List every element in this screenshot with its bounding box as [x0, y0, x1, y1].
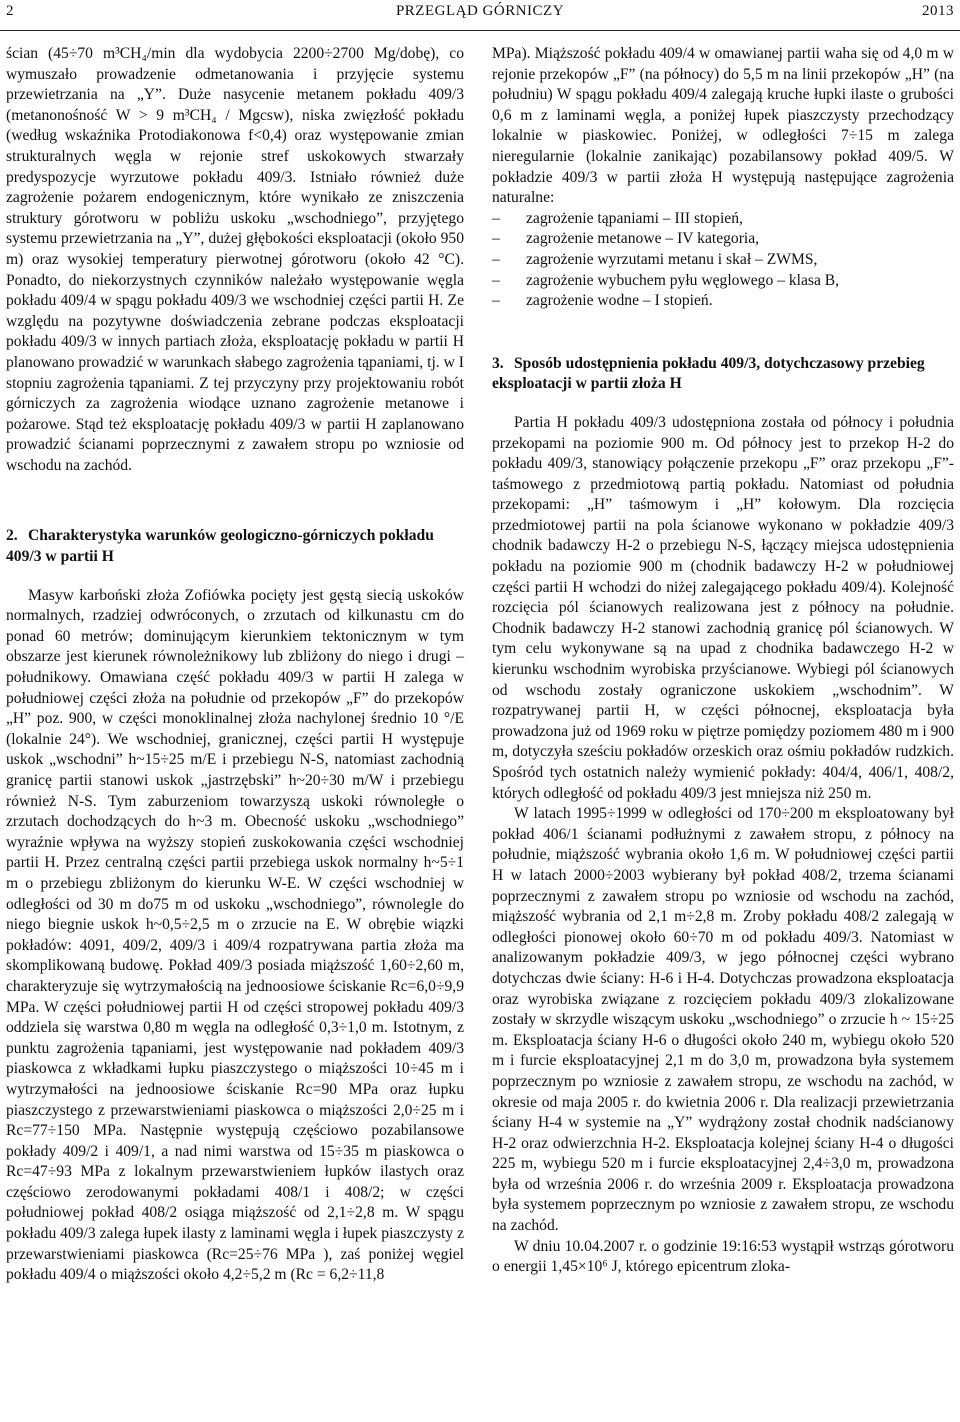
section-2-heading: [6, 526, 464, 567]
header-rule: [0, 30, 960, 31]
heading-gap: [6, 568, 464, 586]
section-gap: [6, 476, 464, 526]
section-3-number: 3.: [492, 354, 504, 372]
section-2-title: Charakterystyka warunków geologiczno-górniczych pokładu 409/3 w partii H: [6, 527, 434, 566]
running-header: [0, 0, 960, 30]
hazard-item: – zagrożenie wyrzutami metanu i skał – ZWMS,: [492, 250, 954, 271]
intro-paragraph: ścian (45÷70 m³CH₄/min dla wydobycia 2200÷2700 Mg/dobę), co wymuszało prowadzenie odmetanowania i przyjęcie systemu przewietrzania na „Y”. Duże nasycenie metanem pokładu 409/3 (metanonośność W > 9 m³CH₄ / Mgcsw), niska zwięzłość pokładu (według wskaźnika Protodiakonowa f<0,4) oraz występowanie zmian strukturalnych węgla w rejonie stref uskokowych stwarzały predyspozycje wyrzutowe pokładu 409/3. Istniało również duże zagrożenie pożarem endogenicznym, które wynikało ze zniszczenia struktury górotworu w pobliżu uskoku „wschodniego”, przyjętego systemu przewietrzania na „Y”, dużej głębokości eksploatacji (około 950 m) oraz wysokiej temperatury pierwotnej górotworu (około 42 °C). Ponadto, do niekorzystnych czynników należało występowanie węgla pokładu 409/4 w spągu pokładu 409/3 we wschodniej części partii H. Ze względu na pozytywne doświadczenia zebrane podczas eksploatacji pokładu 409/3 w innych partiach złoża, eksploatację pokładu w partii H planowano prowadzić w warunkach słabego zagrożenia tąpaniami, tj. w I stopniu zagrożenia tąpaniami. Z tej przyczyny przy projektowaniu robót górniczych za zagrożenia wiodące uznano zagrożenie metanowe i pożarowe. Stąd też eksploatację pokładu 409/3 w partii H zaplanowano prowadzić ścianami poprzecznymi z zawałem stropu po wzniosie od wschodu na zachód.: [6, 45, 464, 474]
section-3-paragraph-b: W latach 1995÷1999 w odległości od 170÷200 m eksploatowany był pokład 406/1 ścianami podłużnymi z zawałem stropu, z północy na południe, miąższość wybrania około 1,6 m. W południowej części partii H w latach 2000÷2003 wybierany był pokład 408/2, trzema ścianami poprzecznymi z zawałem stropu po wzniosie od wschodu na zachód, miąższość wybrania od 2,1 m÷2,8 m. Zroby pokładu 408/2 zalegają w odległości pionowej około 60÷70 m od pokładu 409/3. Natomiast w analizowanym pokładzie 409/3, w jego północnej części wybrano dotychczas dwie ściany: H-6 i H-4. Dotychczas prowadzona eksploatacja oraz wyrobiska związane z rozcięciem pokładu 409/3 zlokalizowane zostały w skrzydle wiszącym uskoku „wschodniego” o zrzucie h ~ 15÷25 m. Eksploatacja ściany H-6 o długości około 240 m, wybiegu około 520 m i furcie eksploatacyjnej 2,1 m do 3,0 m, prowadzona była systemem poprzecznym po wzniosie z zawałem stropu, ze wschodu na zachód, w okresie od maja 2005 r. do kwietnia 2006 r. Dla realizacji przewietrzania ściany H-4 w systemie na „Y” wydrążony został chodnik nadścianowy H-2 oraz odwierzchnia H-2. Eksploatacja kolejnej ściany H-4 o długości 225 m, wybiegu 520 m i furcie eksploatacyjnej 2,4÷3,0 m, prowadzona była od września 2006 r. do września 2009 r. Eksploatacja prowadzona była systemem poprzecznym po wzniosie z zawałem stropu, ze wschodu na zachód.: [492, 805, 954, 1235]
journal-year: 2013: [922, 3, 954, 19]
right-column: [492, 44, 954, 1278]
journal-title: PRZEGLĄD GÓRNICZY: [395, 3, 565, 19]
hazard-item: – zagrożenie wodne – I stopień.: [492, 291, 954, 312]
continuation-paragraph: MPa). Miąższość pokładu 409/4 w omawianej partii waha się od 4,0 m w rejonie przekopów „F” (na północy) do 5,5 m na linii przekopów „H” (na południu) W spągu pokładu 409/4 zalegają kruche łupki ilaste o grubości 0,6 m z laminami węgla, a poniżej łupek piaszczysty przechodzący lokalnie w piaskowiec. Poniżej, w odległości 7÷15 m zalega nieregularnie (lokalnie zanikając) pozabilansowy pokład 409/5. W pokładzie 409/3 w partii złoża H występują następujące zagrożenia naturalne:: [492, 45, 954, 207]
section-3-title: Sposób udostępnienia pokładu 409/3, dotychczasowy przebieg eksploatacji w partii złoża H: [492, 354, 925, 393]
section-gap: [492, 312, 954, 354]
hazards-list: [492, 209, 954, 312]
hazard-item: – zagrożenie tąpaniami – III stopień,: [492, 209, 954, 230]
left-column: [6, 44, 464, 1286]
section-2-paragraph: Masyw karboński złoża Zofiówka pocięty jest gęstą siecią uskoków normalnych, rzadziej odwróconych, o zrzutach od kilkunastu cm do ponad 60 metrów; dominującym kierunkiem tektonicznym w tym obszarze jest kierunek równoleżnikowy lub zbliżony do niego i drugi – południkowy. Omawiana część pokładu 409/3 w partii H zalega w południowej części złoża na południe od przekopów „F” do przekopów „H” poz. 900, w części monoklinalnej złoża nachylonej średnio 10 °/E (lokalnie 24°). We wschodniej, granicznej, części partii H występuje uskok „wschodni” h~15÷25 m/E i przebiegu N-S, natomiast zachodnią granicę partii stanowi uskok „jastrzębski” h~20÷30 m/W i przebiegu również N-S. Tym zaburzeniom towarzyszą uskoki równoległe o zrzutach dochodzących do h~3 m. Obecność uskoku „wschodniego” wyraźnie wpływa na wyższy stopień zuskokowania części wschodniej partii H. Przez centralną części partii przebiega uskok normalny h~5÷1 m o przebiegu zbliżonym do kierunku W-E. W części wschodniej w odległości od 30 m do75 m od uskoku „wschodniego”, równolegle do niego biegnie uskok h~0,5÷2,5 m o zrzucie na E. W obrębie wiązki pokładów: 4091, 409/2, 409/3 i 409/4 rozpatrywana partia złoża ma skomplikowaną budowę. Pokład 409/3 posiada miąższość 1,60÷2,60 m, charakteryzuje się wytrzymałością na jednoosiowe ściskanie Rc=6,0÷9,9 MPa. W części południowej partii H od części stropowej pokładu 409/3 oddziela się warstwa 0,80 m węgla na odległość 0,3÷1,0 m. Istotnym, z punktu zagrożenia tąpaniami, jest występowanie nad pokładem 409/3 piaskowca z wkładkami łupku piaszczystego o miąższości 10÷45 m i wytrzymałości na jednoosiowe ściskanie Rc=90 MPa oraz łupku piaszczystego z przewarstwieniami piaskowca o miąższości 2,0÷25 m i Rc=77÷150 MPa. Następnie występują częściowo pozabilansowe pokłady 409/2 i 409/1, a nad nimi warstwa od 15÷35 m piaskowca o Rc=47÷93 MPa z lokalnym przewarstwieniem łupków ilastych oraz częściowo zerodowanymi pokładami 408/1 i 408/2; w części południowej pokład 408/2 osiąga miąższość od 2,1÷2,8 m. W spągu pokładu 409/3 zalega łupek ilasty z laminami węgla i łupek piaszczysty z przewarstwieniami piaskowca (Rc=25÷76 MPa ), zaś poniżej węgiel pokładu 409/4 o miąższości około 4,2÷5,2 m (Rc = 6,2÷11,8: [6, 586, 464, 1284]
hazard-item: – zagrożenie metanowe – IV kategoria,: [492, 229, 954, 250]
heading-gap: [492, 395, 954, 413]
section-3-paragraph-c: W dniu 10.04.2007 r. o godzinie 19:16:53 wystąpił wstrząs górotworu o energii 1,45×10⁶ J, którego epicentrum zloka-: [492, 1237, 954, 1276]
section-3-heading: [492, 354, 954, 395]
page-number: 2: [6, 3, 14, 19]
section-3-paragraph-a: Partia H pokładu 409/3 udostępniona została od północy i południa przekopami na poziomie 900 m. Od północy jest to przekop H-2 do pokładu 409/3, stanowiący połączenie przekopu „F” oraz przekopu „F”- taśmowego z przedmiotową partią pokładu. Natomiast od południa przekopami: „H” taśmowym i „H” kołowym. Dla rozcięcia przedmiotowej partii na pola ścianowe wykonano w pokładzie 409/3 chodnik badawczy H-2 o przebiegu N-S, łączący miejsca udostępnienia pokładu na poziomie 900 m (chodnik badawczy H-2 w południowej części partii H wchodzi do niżej zalegającego pokładu 409/4). Kolejność rozcięcia pól ścianowych realizowana jest z północy na południe. Chodnik badawczy H-2 stanowi zachodnią granicę pól ścianowych. W tym celu wykonywane są na upad z chodnika badawczego H-2 w kierunku wschodnim wyrobiska przyścianowe. Wybiegi pól ścianowych od wschodu zostały ograniczone uskokiem „wschodnim”. W rozpatrywanej partii H, w części północnej, eksploatacja była prowadzona już od 1969 roku w piętrze pomiędzy poziomem 480 m i 900 m, dotyczyła sześciu pokładów orzeskich oraz ośmiu pokładów rudzkich. Spośród tych ostatnich należy wymienić pokłady: 404/4, 406/1, 408/2, których odległość od pokładu 409/3 jest mniejsza niż 250 m.: [492, 413, 954, 802]
section-2-number: 2.: [6, 527, 18, 545]
hazard-item: – zagrożenie wybuchem pyłu węglowego – klasa B,: [492, 271, 954, 292]
